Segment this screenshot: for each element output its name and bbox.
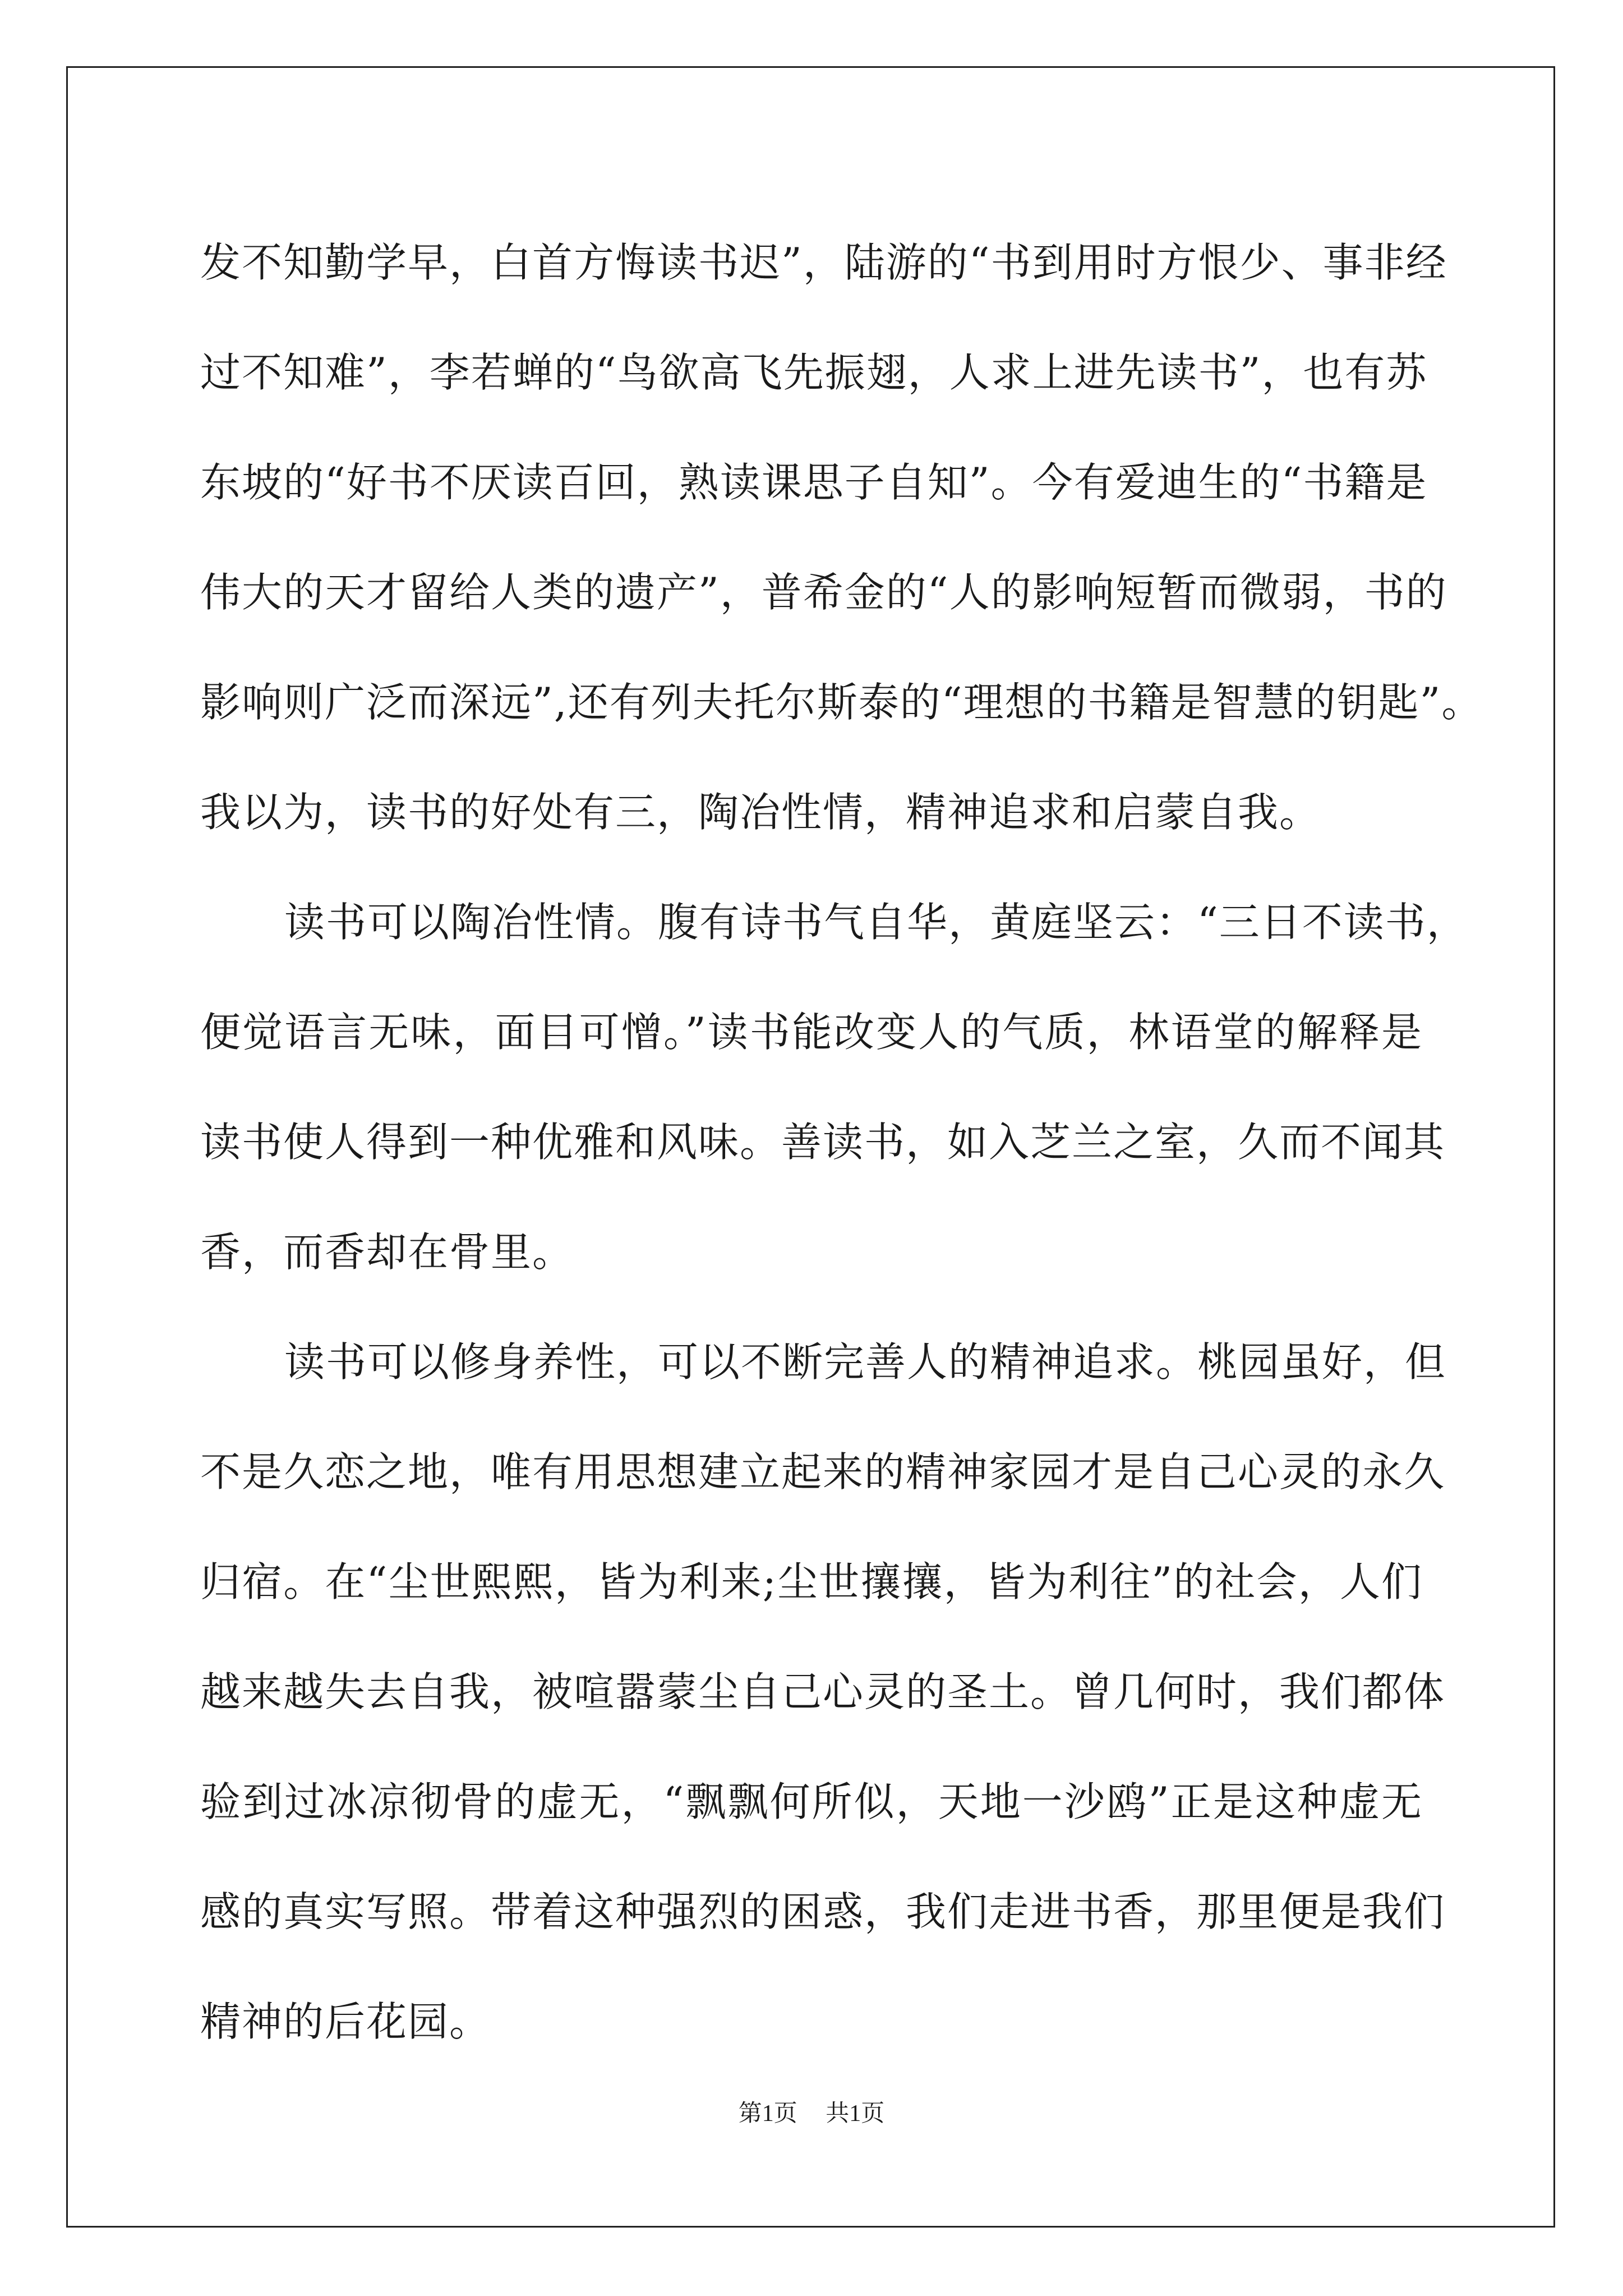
text-line: 我以为，读书的好处有三，陶冶性情，精神追求和启蒙自我。 bbox=[200, 789, 1321, 836]
text-line: 越来越失去自我，被喧嚣蒙尘自己心灵的圣土。曾几何时，我们都体 bbox=[200, 1668, 1446, 1715]
text-line: 归宿。在“尘世熙熙，皆为利来;尘世攘攘，皆为利往”的社会，人们 bbox=[200, 1558, 1423, 1605]
text-line: 读书使人得到一种优雅和风味。善读书，如入芝兰之室，久而不闻其 bbox=[200, 1119, 1446, 1166]
text-line: 感的真实写照。带着这种强烈的困惑，我们走进书香，那里便是我们 bbox=[200, 1888, 1446, 1935]
text-line: 香，而香却在骨里。 bbox=[200, 1228, 574, 1276]
text-line: 过不知难”，李若蝉的“鸟欲高飞先振翅，人求上进先读书”，也有苏 bbox=[200, 349, 1428, 396]
paragraph-start-line: 读书可以修身养性，可以不断完善人的精神追求。桃园虽好，但 bbox=[284, 1338, 1447, 1386]
text-line: 影响则广泛而深远”,还有列夫托尔斯泰的“理想的书籍是智慧的钥匙”。 bbox=[200, 679, 1483, 726]
text-line: 发不知勤学早，白首方悔读书迟”，陆游的“书到用时方恨少、事非经 bbox=[200, 239, 1447, 286]
text-line: 便觉语言无味，面目可憎。”读书能改变人的气质，林语堂的解释是 bbox=[200, 1009, 1423, 1056]
document-body bbox=[200, 208, 1483, 2077]
text-line: 不是久恋之地，唯有用思想建立起来的精神家园才是自己心灵的永久 bbox=[200, 1448, 1446, 1496]
text-line: 伟大的天才留给人类的遗产”，普希金的“人的影响短暂而微弱，书的 bbox=[200, 569, 1447, 616]
text-line: 验到过冰凉彻骨的虚无，“飘飘何所似，天地一沙鸥”正是这种虚无 bbox=[200, 1778, 1423, 1825]
text-line: 东坡的“好书不厌读百回，熟读课思子自知”。今有爱迪生的“书籍是 bbox=[200, 459, 1428, 506]
page-total: 共1页 bbox=[826, 2101, 885, 2127]
text-line: 精神的后花园。 bbox=[200, 1998, 491, 2045]
paragraph-start-line: 读书可以陶冶性情。腹有诗书气自华，黄庭坚云：“三日不读书， bbox=[284, 899, 1468, 946]
page-footer bbox=[0, 2097, 1623, 2131]
page-number: 第1页 bbox=[738, 2101, 797, 2127]
